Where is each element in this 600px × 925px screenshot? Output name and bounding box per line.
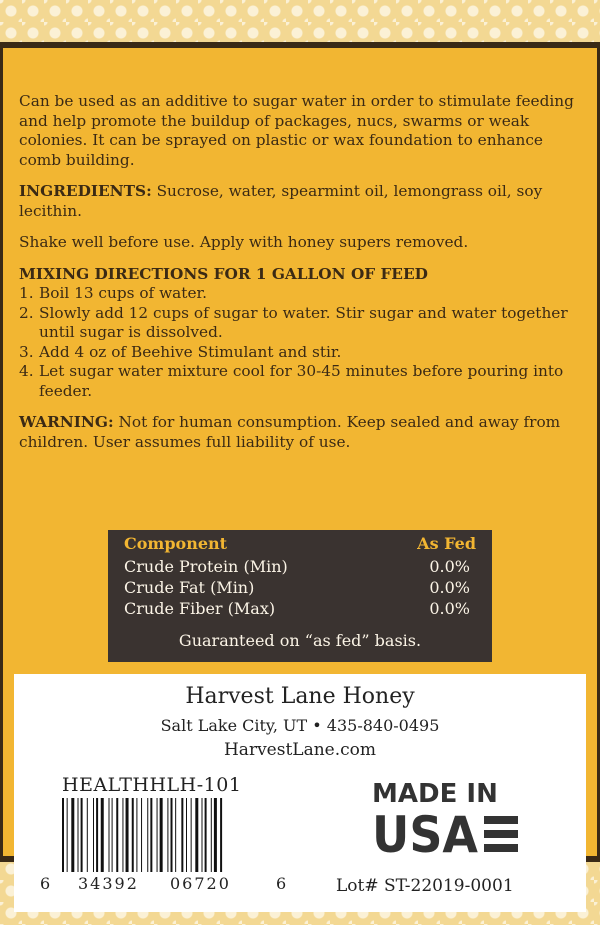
ingredients-label: INGREDIENTS: xyxy=(19,182,152,200)
barcode-bar xyxy=(141,798,142,872)
mixing-heading: MIXING DIRECTIONS FOR 1 GALLON OF FEED xyxy=(19,264,428,283)
table-footer: Guaranteed on “as fed” basis. xyxy=(178,631,422,650)
barcode-bar xyxy=(171,798,173,872)
barcode-digit-lead: 6 xyxy=(40,874,51,893)
table-row xyxy=(124,598,476,619)
company-address: Salt Lake City, UT • 435-840-0495 xyxy=(160,716,440,735)
barcode-bar xyxy=(167,798,168,872)
barcode-bar xyxy=(62,798,64,872)
flag-stripe xyxy=(484,816,518,824)
label-body-text xyxy=(19,92,584,464)
warning-label: WARNING: xyxy=(19,413,114,431)
panel-top-rule xyxy=(0,42,600,48)
barcode-bar xyxy=(126,798,129,872)
step-text: Add 4 oz of Beehive Stimulant and stir. xyxy=(39,342,342,361)
step-number: 3. xyxy=(19,342,34,361)
barcode-bar xyxy=(205,798,207,872)
table-row xyxy=(124,577,476,598)
barcode-bar xyxy=(116,798,118,872)
table-rows xyxy=(124,556,476,619)
barcode-bar xyxy=(78,798,79,872)
step-number: 1. xyxy=(19,284,34,302)
ingredients-text: Sucrose, water, spearmint oil, lemongrass oil, soy lecithin. xyxy=(19,182,543,220)
barcode-bar xyxy=(186,798,187,872)
company-name: Harvest Lane Honey xyxy=(185,684,415,709)
barcode-bar xyxy=(122,798,123,872)
barcode-bar xyxy=(132,798,134,872)
ingredients-paragraph xyxy=(19,182,584,221)
component-header: Component xyxy=(124,534,228,553)
barcode-bar xyxy=(96,798,98,872)
warning-paragraph xyxy=(19,413,584,452)
warning-text: Not for human consumption. Keep sealed and away from children. User assumes full liability of use. xyxy=(19,413,561,451)
mixing-step xyxy=(19,304,584,343)
barcode-bar xyxy=(71,798,74,872)
component-name: Crude Protein (Min) xyxy=(124,557,288,576)
step-text: Slowly add 12 cups of sugar to water. Stir sugar and water together until sugar is dissolved. xyxy=(39,303,568,341)
as-fed-header: As Fed xyxy=(417,534,476,553)
component-value: 0.0% xyxy=(429,578,470,597)
barcode-bar xyxy=(136,798,137,872)
shake-paragraph: Shake well before use. Apply with honey supers removed. xyxy=(19,233,469,251)
barcode xyxy=(62,798,264,872)
usa-text: USA xyxy=(372,806,479,858)
step-number: 4. xyxy=(19,362,34,380)
barcode-digit-group-2: 06720 xyxy=(170,874,231,893)
barcode-bar xyxy=(195,798,198,872)
barcode-bar xyxy=(211,798,212,872)
guaranteed-analysis-table xyxy=(108,530,492,662)
table-header xyxy=(124,534,476,553)
barcode-bar xyxy=(112,798,113,872)
mixing-step xyxy=(19,362,584,401)
barcode-bar xyxy=(191,798,192,872)
barcode-bar xyxy=(175,798,176,872)
barcode-bar xyxy=(87,798,88,872)
lot-number: Lot# ST-22019-0001 xyxy=(336,876,514,896)
step-text: Boil 13 cups of water. xyxy=(39,284,207,302)
mixing-step xyxy=(19,343,584,363)
flag-stripe xyxy=(484,844,518,852)
barcode-bar xyxy=(67,798,68,872)
barcode-digit-check: 6 xyxy=(276,874,287,893)
barcode-bar xyxy=(147,798,148,872)
made-in-usa-logo xyxy=(372,778,522,858)
component-name: Crude Fiber (Max) xyxy=(124,599,276,618)
barcode-bar xyxy=(150,798,152,872)
barcode-bar xyxy=(202,798,203,872)
barcode-bar xyxy=(160,798,163,872)
barcode-bar xyxy=(220,798,222,872)
description-paragraph: Can be used as an additive to sugar water in order to stimulate feeding and help promote the buildup of packages, nucs, swarms or weak colonies. It can be sprayed on plastic or wax foundation to enhance comb building. xyxy=(19,92,574,169)
company-website: HarvestLane.com xyxy=(223,740,377,760)
component-name: Crude Fat (Min) xyxy=(124,578,255,597)
barcode-bar xyxy=(81,798,83,872)
component-value: 0.0% xyxy=(429,599,470,618)
barcode-bar xyxy=(181,798,183,872)
step-number: 2. xyxy=(19,303,34,322)
step-text: Let sugar water mixture cool for 30-45 minutes before pouring into feeder. xyxy=(39,362,564,400)
barcode-bar xyxy=(109,798,110,872)
barcode-bar xyxy=(93,798,94,872)
component-value: 0.0% xyxy=(429,557,470,576)
table-row xyxy=(124,556,476,577)
barcode-bar xyxy=(101,798,104,872)
sku-code: HEALTHHLH-101 xyxy=(62,774,242,796)
made-in-text: MADE IN xyxy=(372,779,498,809)
barcode-bar xyxy=(214,798,217,872)
barcode-bar xyxy=(157,798,158,872)
mixing-steps xyxy=(19,284,584,401)
barcode-digit-group-1: 34392 xyxy=(78,874,139,893)
mixing-step xyxy=(19,284,584,304)
flag-stripe xyxy=(484,830,518,838)
